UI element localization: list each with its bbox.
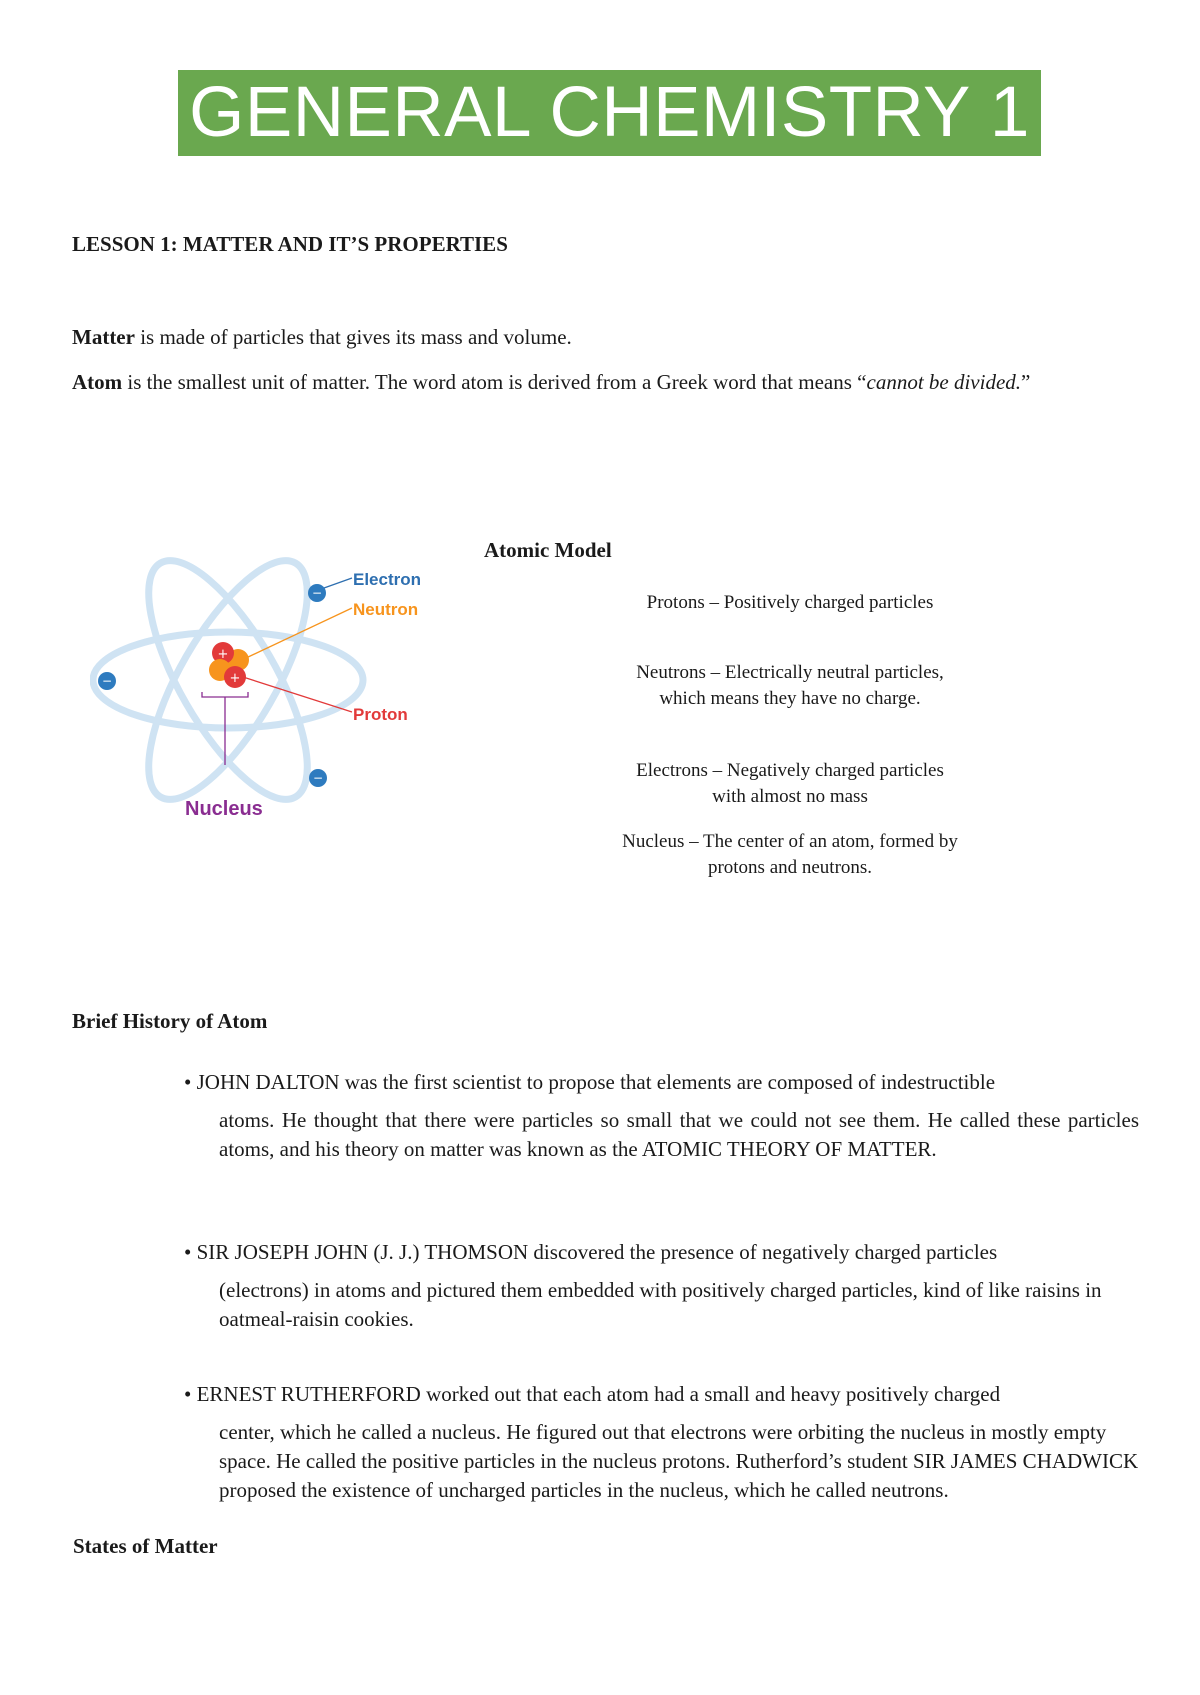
bullet-rutherford-continuation: center, which he called a nucleus. He figured out that electrons were orbiting the nucleus in mostly empty space. He called the positive particles in the nucleus protons. Rutherford’s student SIR JAMES CHADWICK proposed the existence of uncharged particles in the nucleus, which he called neutrons. xyxy=(219,1420,1139,1502)
matter-text: is made of particles that gives its mass and volume. xyxy=(134,325,572,349)
electron-leader xyxy=(324,578,352,588)
matter-definition xyxy=(72,323,1132,352)
definition-nucleus: Nucleus – The center of an atom, formed by protons and neutrons. xyxy=(622,831,958,878)
atom-diagram xyxy=(90,540,440,830)
minus-sign: − xyxy=(311,586,323,600)
proton-label: Proton xyxy=(353,705,408,724)
minus-sign: − xyxy=(312,771,324,785)
atom-definition xyxy=(72,368,1132,397)
atom-text: is the smallest unit of matter. The word atom is derived from a Greek word that means “ xyxy=(122,370,867,394)
bullet-dalton-continuation: atoms. He thought that there were particles so small that we could not see them. He called these particles atoms, and his theory on matter was known as the ATOMIC THEORY OF MATTER. xyxy=(219,1108,1139,1161)
matter-term: Matter xyxy=(72,325,135,349)
bullet-rutherford-first-line: • ERNEST RUTHERFORD worked out that each atom had a small and heavy positively charged xyxy=(184,1382,1001,1406)
neutron-label: Neutron xyxy=(353,600,419,619)
plus-sign: + xyxy=(217,647,229,662)
states-of-matter-heading: States of Matter xyxy=(73,1534,218,1558)
bullet-dalton-first-line: • JOHN DALTON was the first scientist to propose that elements are composed of indestructible xyxy=(184,1070,996,1094)
electron-label: Electron xyxy=(353,570,422,589)
bullet-thomson-continuation: (electrons) in atoms and pictured them embedded with positively charged particles, kind of like raisins in oatmeal-raisin cookies. xyxy=(219,1278,1102,1331)
atom-italic: cannot be divided. xyxy=(866,370,1022,394)
definition-neutrons: Neutrons – Electrically neutral particles, which means they have no charge. xyxy=(636,662,944,709)
atom-term: Atom xyxy=(72,370,123,394)
history-heading: Brief History of Atom xyxy=(72,1009,268,1033)
nucleus-label: Nucleus xyxy=(185,798,263,820)
definition-protons: Protons – Positively charged particles xyxy=(646,592,934,613)
page-title: GENERAL CHEMISTRY 1 xyxy=(178,70,1041,156)
plus-sign: + xyxy=(229,671,241,686)
bullet-thomson-first-line: • SIR JOSEPH JOHN (J. J.) THOMSON discovered the presence of negatively charged particles xyxy=(184,1240,998,1264)
lesson-heading: LESSON 1: MATTER AND IT’S PROPERTIES xyxy=(72,232,508,256)
atom-quote-end: ” xyxy=(1021,370,1031,394)
atomic-model-title: Atomic Model xyxy=(484,538,612,562)
nucleus-cluster xyxy=(209,642,249,688)
definition-electrons: Electrons – Negatively charged particles with almost no mass xyxy=(636,760,944,807)
minus-sign: − xyxy=(101,674,113,688)
